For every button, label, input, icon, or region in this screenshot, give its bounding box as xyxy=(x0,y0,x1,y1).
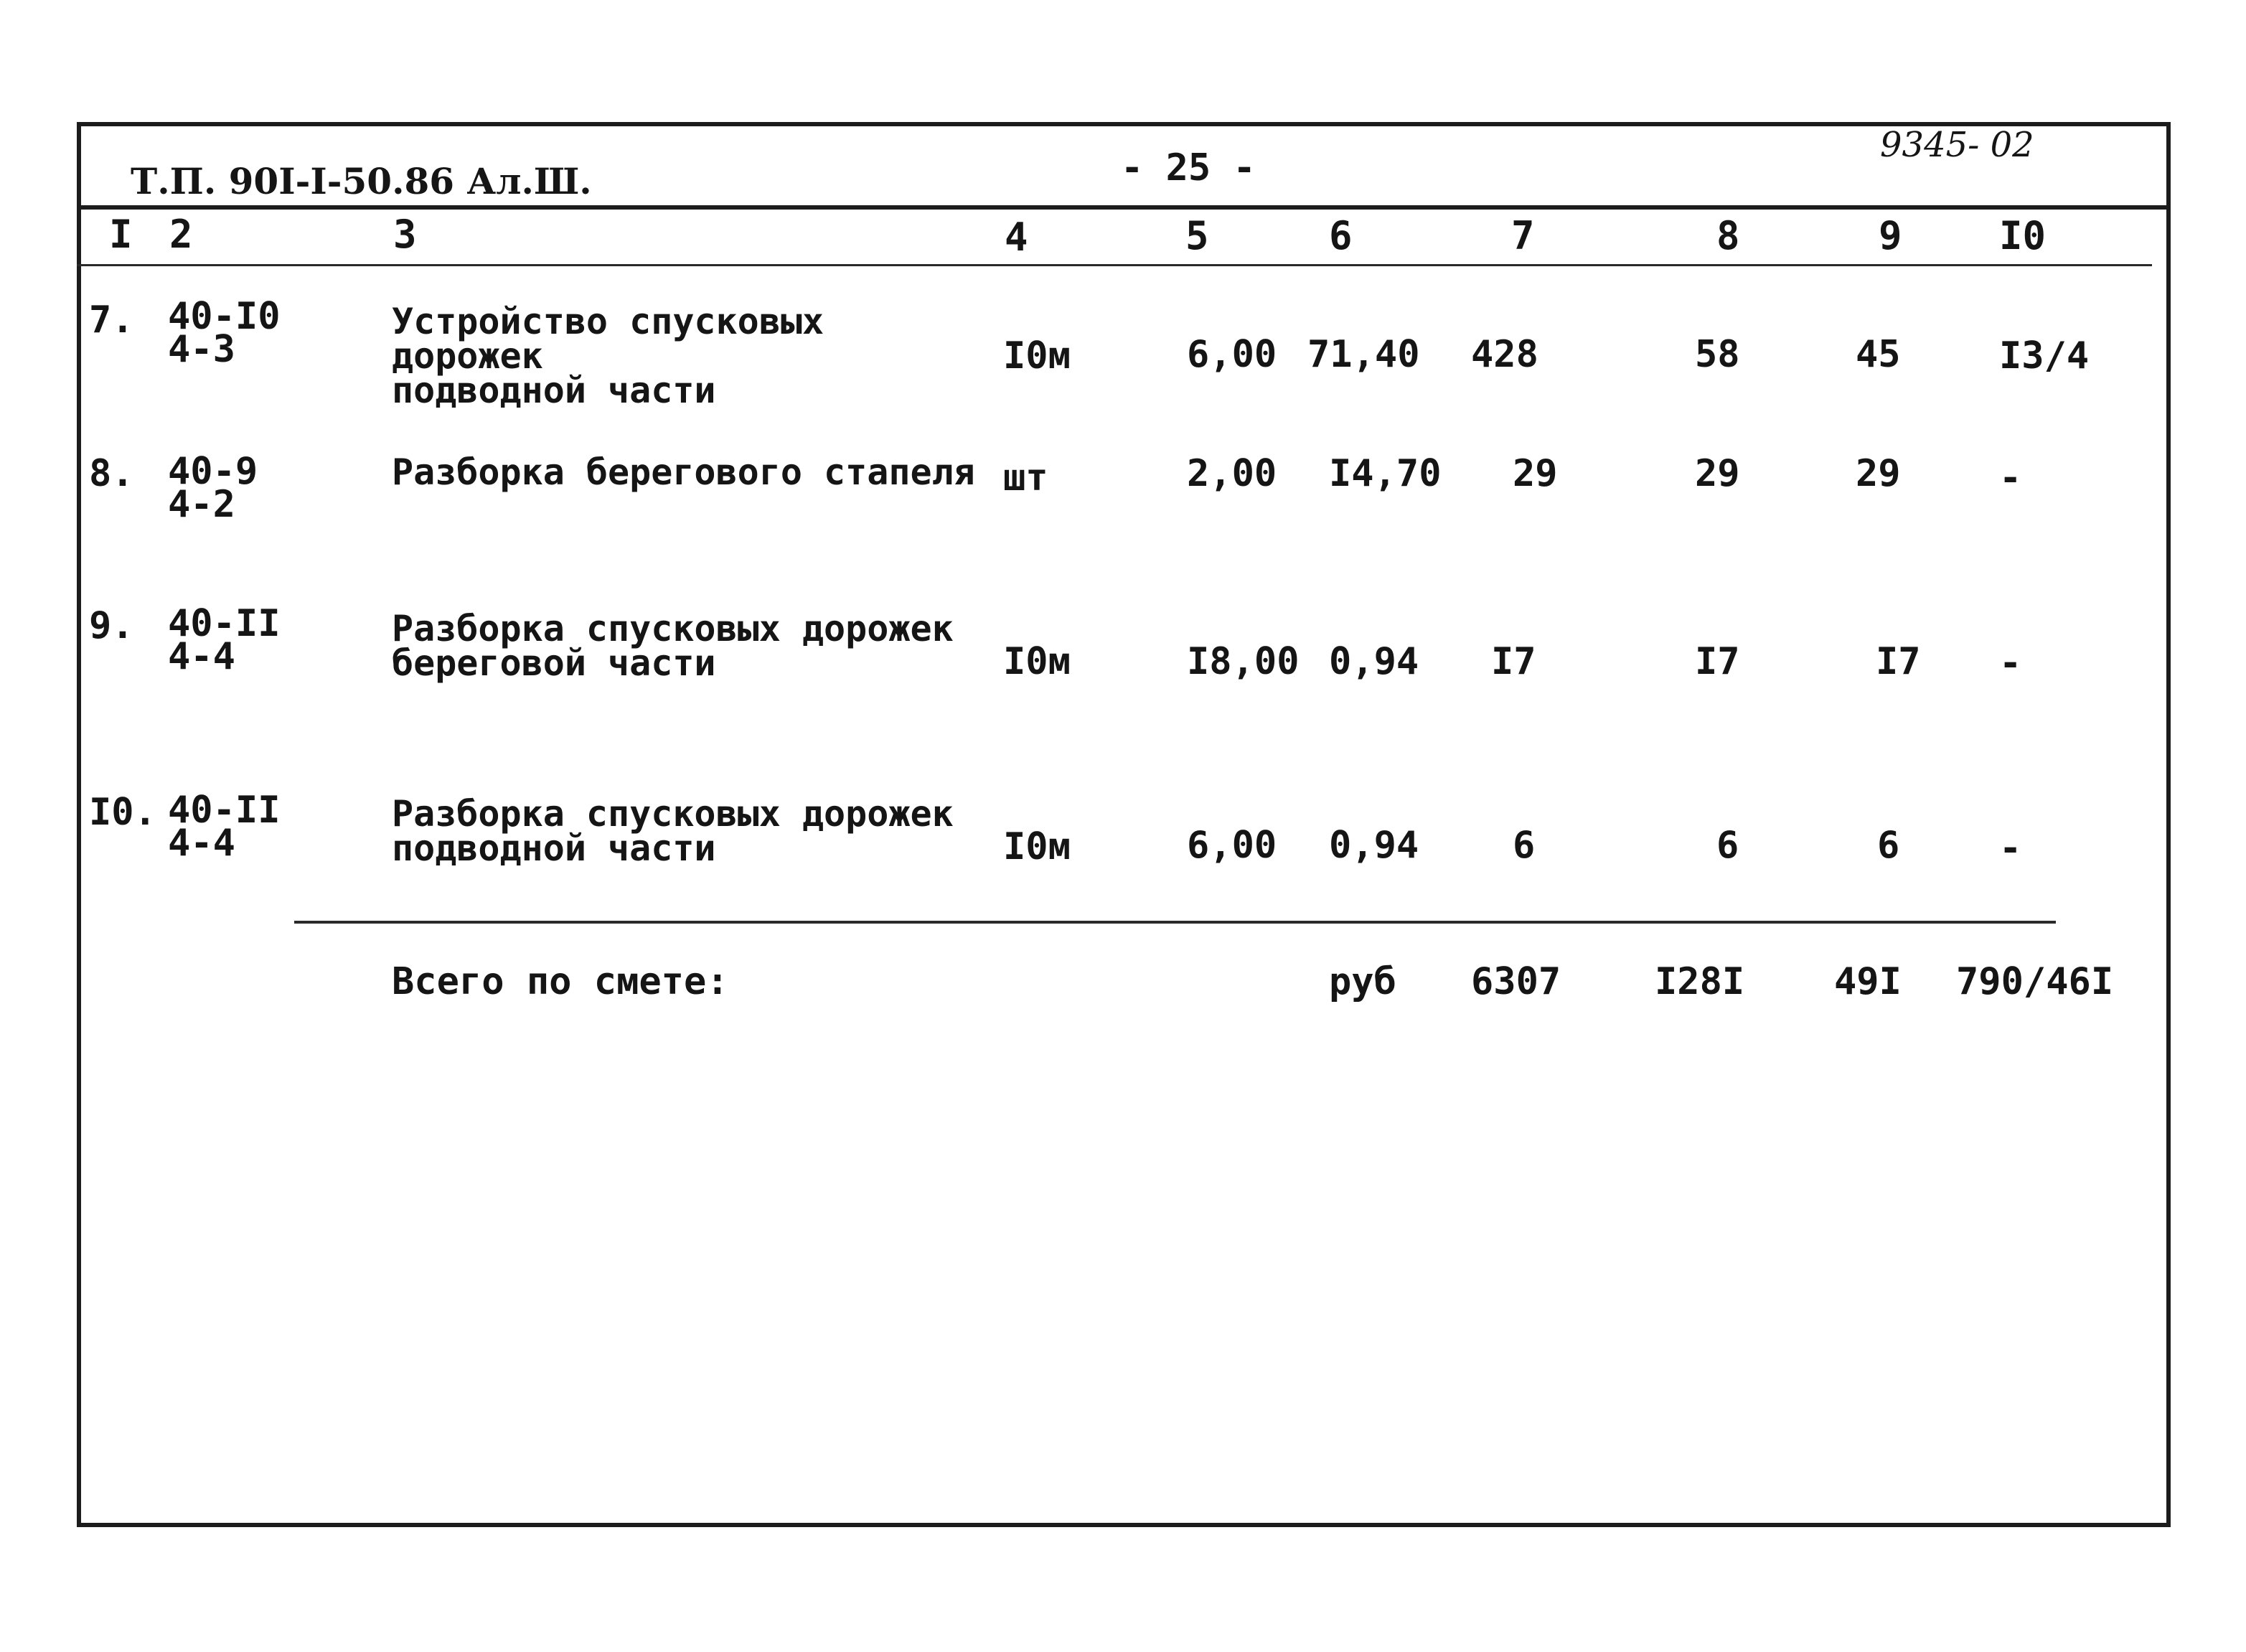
column-8-value: 29 xyxy=(1695,452,1740,495)
totals-divider xyxy=(294,921,2056,924)
norm-code-line: 40-II xyxy=(168,602,281,645)
column-10-value: - xyxy=(1999,642,2022,685)
column-9-value: 29 xyxy=(1856,452,1901,495)
total-cost: 428 xyxy=(1471,333,1538,376)
row-number: 9. xyxy=(89,604,134,647)
column-header-divider xyxy=(77,264,2152,266)
work-description xyxy=(392,301,980,411)
column-number: I xyxy=(109,212,133,257)
totals-cost: 6307 xyxy=(1471,960,1561,1003)
total-cost: 29 xyxy=(1513,452,1558,495)
row-number: 8. xyxy=(89,452,134,495)
column-10-value: - xyxy=(1999,827,2022,870)
column-number: 8 xyxy=(1716,213,1740,258)
norm-code-line: 4-4 xyxy=(168,635,235,678)
unit-price: I4,70 xyxy=(1329,452,1442,495)
quantity: 2,00 xyxy=(1187,452,1277,495)
norm-code-line: 4-3 xyxy=(168,328,235,371)
column-10-value: - xyxy=(1999,456,2022,499)
norm-code-line: 4-2 xyxy=(168,483,235,526)
work-description xyxy=(392,608,980,684)
document-code: Т.П. 90I-I-50.86 Ал.Ш. xyxy=(131,160,592,202)
handwritten-stamp: 9345- 02 xyxy=(1880,125,2034,165)
work-description xyxy=(392,793,980,869)
quantity: I8,00 xyxy=(1187,640,1300,683)
quantity: 6,00 xyxy=(1187,333,1277,376)
unit: I0м xyxy=(1003,640,1071,683)
norm-code-line: 40-II xyxy=(168,789,281,832)
description-line: Разборка спусковых дорожек xyxy=(392,793,954,835)
page-number: - 25 - xyxy=(1121,146,1256,189)
row-number: I0. xyxy=(89,791,156,834)
norm-code-line: 40-9 xyxy=(168,450,258,493)
column-10-value: I3/4 xyxy=(1999,334,2090,377)
norm-code-line: 40-I0 xyxy=(168,295,281,338)
description-line: Разборка спусковых дорожек xyxy=(392,608,954,649)
header-divider xyxy=(77,205,2171,210)
norm-code xyxy=(168,602,281,678)
unit: I0м xyxy=(1003,334,1071,377)
norm-code xyxy=(168,295,281,371)
totals-column-8: I28I xyxy=(1655,960,1745,1003)
norm-code-line: 4-4 xyxy=(168,822,235,865)
column-number: 4 xyxy=(1005,215,1028,260)
description-line: береговой части xyxy=(392,642,716,684)
column-9-value: I7 xyxy=(1876,640,1921,683)
totals-column-9: 49I xyxy=(1834,960,1902,1003)
column-number: 2 xyxy=(169,212,193,257)
column-number: 6 xyxy=(1329,213,1353,258)
row-number: 7. xyxy=(89,299,134,342)
description-line: подводной части xyxy=(392,827,716,869)
unit-price: 0,94 xyxy=(1329,640,1419,683)
column-number: 9 xyxy=(1879,213,1902,258)
norm-code xyxy=(168,789,281,865)
total-cost: 6 xyxy=(1513,824,1536,867)
description-line: Устройство спусковых дорожек xyxy=(392,301,824,377)
norm-code xyxy=(168,450,258,526)
column-8-value: 6 xyxy=(1716,824,1739,867)
unit-price: 71,40 xyxy=(1307,333,1420,376)
unit-price: 0,94 xyxy=(1329,824,1419,867)
total-cost: I7 xyxy=(1491,640,1536,683)
description-line: подводной части xyxy=(392,370,716,411)
totals-unit: руб xyxy=(1329,960,1396,1003)
column-8-value: I7 xyxy=(1695,640,1740,683)
work-description xyxy=(392,451,1038,493)
column-number: 5 xyxy=(1185,213,1209,258)
unit: I0м xyxy=(1003,825,1071,868)
column-number: I0 xyxy=(1999,213,2047,258)
totals-label: Всего по смете: xyxy=(392,960,729,1003)
unit: шт xyxy=(1003,456,1048,499)
column-9-value: 45 xyxy=(1856,333,1901,376)
column-number: 7 xyxy=(1511,213,1535,258)
description-line: Разборка берегового стапеля xyxy=(392,451,975,493)
column-9-value: 6 xyxy=(1877,824,1900,867)
column-number: 3 xyxy=(393,212,417,257)
quantity: 6,00 xyxy=(1187,824,1277,867)
column-8-value: 58 xyxy=(1695,333,1740,376)
totals-column-10: 790/46I xyxy=(1956,960,2114,1003)
